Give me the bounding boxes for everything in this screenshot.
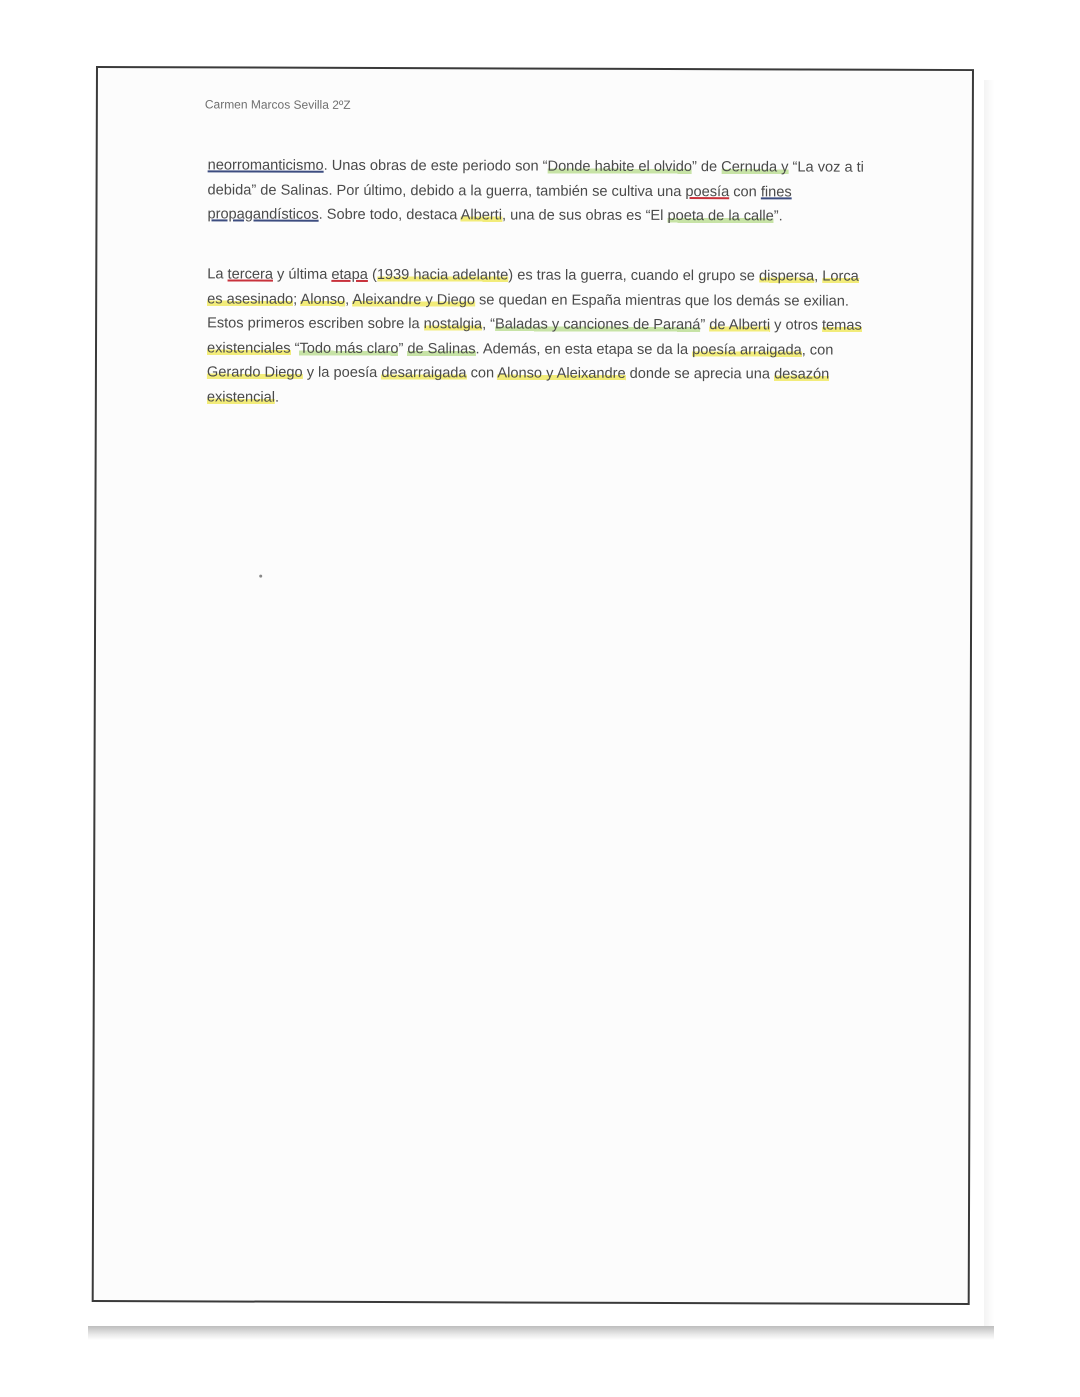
highlight-yellow: desazón existencial: [206, 366, 830, 406]
highlight-green: Todo más claro: [299, 340, 399, 357]
text-span: ,: [814, 268, 823, 285]
highlight-yellow: Gerardo Diego: [206, 364, 303, 382]
highlight-yellow: 1939 hacia adelante: [376, 266, 509, 284]
text-span: , una de sus obras es “El: [501, 207, 668, 225]
underlined-term: fines propagandísticos: [207, 183, 792, 223]
underlined-term: poesía: [685, 183, 730, 200]
text-span: ”: [700, 317, 710, 334]
text-span: (: [367, 266, 377, 283]
text-span: . Sobre todo, destaca: [318, 206, 461, 224]
page-header: Carmen Marcos Sevilla 2ºZ: [204, 97, 351, 112]
text-span: se quedan en España mientras que los demás se exilian. Estos primeros escriben sobre la: [207, 291, 849, 333]
document-page: [92, 66, 974, 1305]
paragraph-1: [207, 153, 867, 229]
highlight-yellow: dispersa: [758, 268, 815, 285]
stray-mark: [259, 575, 262, 578]
highlight-yellow: Alonso: [300, 291, 346, 308]
highlight-green: Donde habite el olvido: [547, 158, 692, 176]
highlight-yellow: Lorca es asesinado: [207, 268, 859, 308]
highlight-yellow: Alonso y Aleixandre: [497, 365, 626, 383]
text-span: “: [290, 340, 300, 357]
text-span: y otros: [770, 317, 823, 334]
text-span: “La voz a ti debida” de Salinas. Por último, debido a la guerra, también se cultiva una: [207, 159, 864, 200]
text-span: La: [207, 266, 228, 283]
text-span: ) es tras la guerra, cuando el grupo se: [508, 267, 760, 285]
text-span: con: [466, 365, 498, 382]
highlight-yellow: nostalgia: [423, 316, 483, 333]
underlined-term: etapa: [331, 266, 368, 283]
highlight-yellow: desarraigada: [381, 365, 467, 382]
highlight-green: poeta de la calle: [667, 208, 774, 225]
text-span: .: [274, 389, 280, 406]
highlight-yellow: de Alberti: [709, 317, 771, 334]
underlined-term: neorromanticismo: [207, 157, 324, 174]
text-span: y la poesía: [302, 365, 382, 382]
highlight-green: de Salinas: [407, 340, 476, 358]
underlined-term: tercera: [227, 266, 274, 283]
highlight-yellow: Alberti: [460, 207, 503, 224]
text-span: ” de: [691, 159, 722, 176]
paragraph-2: [207, 262, 868, 412]
text-span: . Unas obras de este periodo son “: [323, 157, 548, 175]
text-span: con: [729, 183, 761, 200]
text-span: , “: [482, 316, 496, 333]
text-span: ,: [345, 291, 353, 308]
highlight-green: Baladas y canciones de Paraná: [495, 316, 701, 334]
text-span: donde se aprecia una: [625, 366, 775, 383]
highlight-yellow: temas existenciales: [206, 317, 862, 357]
text-span: y última: [272, 266, 332, 283]
text-span: ”: [398, 340, 408, 357]
text-span: ”.: [773, 208, 783, 225]
highlight-green: Cernuda y: [721, 159, 789, 176]
text-span: . Además, en esta etapa se da la: [475, 341, 693, 358]
highlight-yellow: poesía arraigada: [692, 341, 802, 359]
text-span: ;: [293, 291, 301, 308]
page-edge-shadow: [984, 80, 994, 1330]
highlight-yellow: Aleixandre y Diego: [352, 291, 475, 308]
page-bottom-shadow: [88, 1326, 994, 1340]
text-span: , con: [801, 342, 834, 359]
